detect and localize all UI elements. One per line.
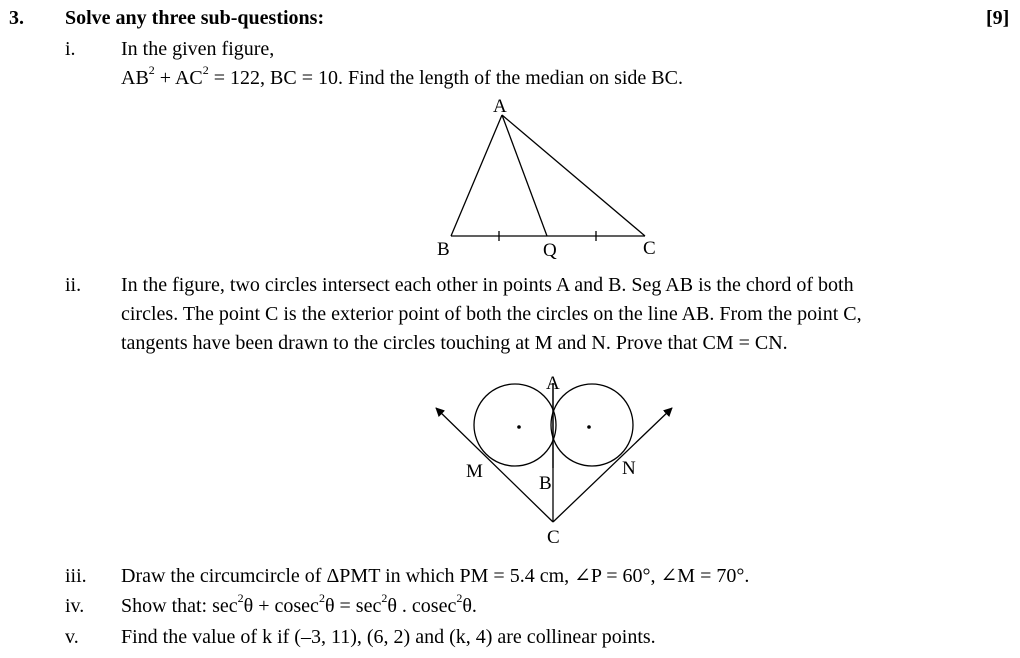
sub-question-iii-text: Draw the circumcircle of ΔPMT in which PM = 5.4 cm, ∠P = 60°, ∠M = 70°. [121,565,750,587]
sub-question-label-v: v. [65,626,79,648]
sub-question-i-line2: $AB^2 + AC^2 = 122$, BC = 10. Find the length of the median on side BC. [121,63,683,89]
right-circle [551,384,633,466]
sub-question-v-text: Find the value of k if (–3, 11), (6, 2) and (k, 4) are collinear points. [121,626,656,648]
sub-question-ii-line2: circles. The point C is the exterior point of both the circles on the line AB. From the point C, [121,303,862,325]
sub-question-ii-line3: tangents have been drawn to the circles touching at M and N. Prove that CM = CN. [121,332,788,354]
tangent-line-cm [436,408,553,522]
point-label-m: M [466,461,483,482]
question-number: 3. [9,7,24,29]
marks-badge: [9] [986,7,1010,29]
right-circle-centre [587,425,591,429]
left-circle [474,384,556,466]
sub-question-ii-line1: In the figure, two circles intersect each other in points A and B. Seg AB is the chord of both [121,274,854,296]
point-label-n: N [622,458,636,479]
point-label-b: B [539,473,552,494]
question-heading: Solve any three sub-questions: [65,7,325,29]
sub-question-label-iv: iv. [65,595,85,617]
vertex-label-a: A [493,96,507,117]
left-circle-centre [517,425,521,429]
point-label-c: C [547,527,560,548]
vertex-label-c: C [643,238,656,259]
point-label-a: A [546,373,560,394]
sub-question-label-iii: iii. [65,565,87,587]
sub-question-iv-text: Show that: $\sec^2\theta + cosec^2\theta = \sec^2\theta$ . cosec$^2$θ. [121,591,477,617]
sub-question-label-i: i. [65,38,76,60]
vertex-label-b: B [437,239,450,260]
tangent-line-cn [553,408,672,522]
point-label-q: Q [543,240,557,261]
sub-question-i-line1: In the given figure, [121,38,275,60]
sub-question-label-ii: ii. [65,274,82,296]
